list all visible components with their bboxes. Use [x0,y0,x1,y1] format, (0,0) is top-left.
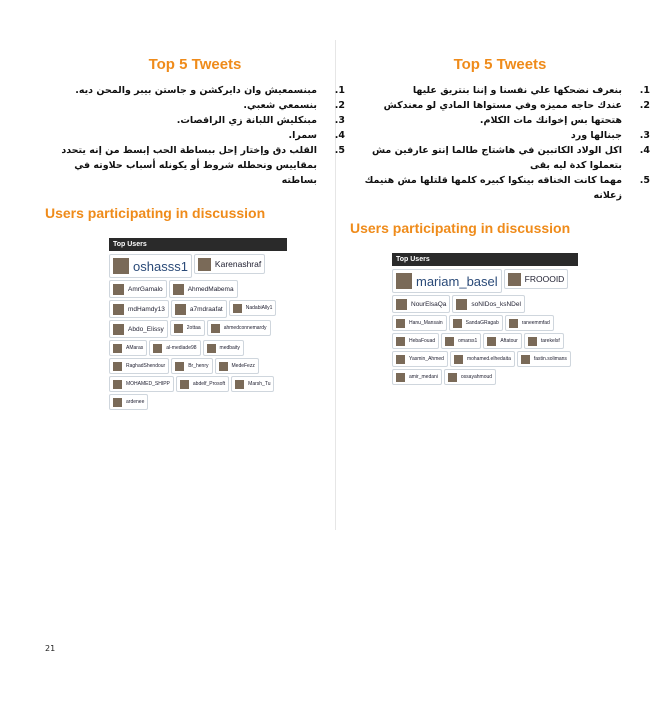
avatar [453,319,462,328]
user-chip[interactable] [450,351,515,367]
username: soNIDos_ksNDel [471,300,521,308]
avatar [113,398,122,407]
avatar [448,373,457,382]
username: medbaity [219,345,240,351]
avatar [175,304,186,315]
avatar [396,299,407,310]
username: al-mediade98 [166,345,197,351]
tweet-text: بنسمعي شعبي. [243,100,317,111]
tweet-number: .5 [639,175,650,186]
tweet-number: .1 [639,85,650,96]
avatar [175,362,184,371]
avatar [445,337,454,346]
top-tweets-heading: Top 5 Tweets [148,56,242,73]
username: amir_medani [409,374,438,380]
user-chip[interactable] [215,358,259,374]
user-chip[interactable] [169,280,238,298]
avatar [487,337,496,346]
username: 2ottaa [186,325,201,331]
avatar [113,380,122,389]
username: FROOOID [524,274,565,284]
top-tweets-heading: Top 5 Tweets [453,56,547,73]
username: mohamed.elhedaita [466,356,511,362]
tweet-item [350,173,650,203]
user-chip[interactable] [444,369,496,385]
user-chip[interactable] [109,320,168,338]
username: Aftatour [500,338,518,344]
username: Abdo_Elissy [128,325,164,333]
avatar [211,324,220,333]
user-chip[interactable] [194,254,265,274]
tweet-list [45,83,345,188]
avatar [508,273,521,286]
tweet-number: .5 [334,145,345,156]
user-chip[interactable] [109,280,167,298]
tweet-item [45,143,345,188]
username: a7mdraafat [189,305,223,313]
top-users-panel [392,253,578,388]
avatar [113,324,124,335]
username: HebaFouad [409,338,436,344]
avatar [153,344,162,353]
username: fastin.solimans [533,356,567,362]
tweet-text: مهما كانت الخناقه بينكوا كبيره كلمها قلتلها مش هنيمك زعلانه [364,175,622,201]
panel-title: Top Users [392,253,578,266]
user-chip[interactable] [505,315,554,331]
tweet-number: .4 [639,145,650,156]
tweet-number: .1 [334,85,345,96]
user-chip[interactable] [392,333,439,349]
avatar [396,355,405,364]
username: ossayahmoud [460,374,493,380]
tweet-item [350,128,650,143]
avatar [219,362,228,371]
tweet-number: .2 [334,100,345,111]
tweet-text: اكل الولاد الكاتبين في هاشتاج طالما إنتو عارفين مش بتعملوا كدة ليه بقى [371,145,622,171]
username: MedeFezz [231,363,255,369]
user-chip[interactable] [452,295,525,313]
user-chip[interactable] [392,269,502,293]
avatar [396,373,405,382]
username: NourElsaQa [411,300,447,308]
user-chip[interactable] [176,376,229,392]
user-chip[interactable] [203,340,244,356]
avatar [113,362,122,371]
username: Br_henry [188,363,209,369]
user-chip[interactable] [392,295,450,313]
username: Marsh_Tu [248,381,271,387]
tweet-text: عندك حاجه مميزه وفي مستواها المادي لو معندكش هتحتها بس إخوانك مات الكلام. [383,100,622,126]
page-number: 21 [45,644,56,653]
avatar [180,380,189,389]
user-chip[interactable] [449,315,503,331]
avatar [113,344,122,353]
tweet-text: مبنسمعيش وان دايركشن و جاستن بيبر والمحن ديه. [75,85,317,96]
avatar [528,337,537,346]
username: RaghadShendour [126,363,166,369]
user-chip[interactable] [170,320,205,336]
tweet-item [350,98,650,128]
username: MOHAMED_SHIPP [126,381,170,387]
user-chip[interactable] [109,300,169,318]
right-column [350,48,650,388]
panel-title: Top Users [109,238,287,251]
avatar [521,355,530,364]
tweet-number: .3 [334,115,345,126]
avatar [396,273,412,289]
user-chip[interactable] [109,358,169,374]
user-chip[interactable] [171,300,227,318]
user-chip[interactable] [171,358,212,374]
avatar [235,380,244,389]
user-chip[interactable] [109,394,148,410]
username: NadabiAlly1 [245,305,273,311]
tweet-item [45,83,345,98]
tweet-item [350,83,650,98]
users-heading: Users participating in discussion [350,220,571,236]
avatar [454,355,463,364]
user-chip[interactable] [483,333,522,349]
username: Yasmin_Ahmed [409,356,444,362]
left-column [45,48,345,413]
avatar [198,258,211,271]
username: tarekelsf [540,338,560,344]
username: ahmedconnemardy [223,325,267,331]
username: abdelf_Prosoft [192,381,226,387]
top-users-panel [109,238,287,413]
user-chip[interactable] [229,300,277,316]
username: mariam_basel [416,273,498,289]
tweet-number: .2 [639,100,650,111]
user-chip[interactable] [524,333,564,349]
username: Hanu_Mansain [409,320,443,326]
user-chip[interactable] [207,320,271,336]
user-cloud [109,251,287,413]
tweet-text: مبنكليش اللبانة زي الراقصات. [176,115,317,126]
avatar [509,319,518,328]
user-chip[interactable] [231,376,274,392]
avatar [233,304,242,313]
user-chip[interactable] [109,376,174,392]
user-cloud [392,266,578,388]
username: AmrGamalo [128,285,163,293]
username: SandaGRagab [465,320,499,326]
avatar [113,284,124,295]
user-chip[interactable] [517,351,571,367]
username: ardenee [126,399,145,405]
user-chip[interactable] [392,351,448,367]
tweet-list [350,83,650,203]
user-chip[interactable] [149,340,200,356]
avatar [174,324,183,333]
username: AhmedMabema [187,285,234,293]
tweet-text: سمرا. [288,130,317,141]
username: Karenashraf [214,259,262,269]
user-chip[interactable] [392,369,442,385]
avatar [207,344,216,353]
user-chip[interactable] [109,340,147,356]
avatar [396,337,405,346]
user-chip[interactable] [441,333,481,349]
tweet-text: بنعرف نضحكها علي نفسنا و إننا بنتريق عليها [412,85,622,96]
username: omarss1 [458,338,478,344]
tweet-item [45,113,345,128]
users-heading: Users participating in discussion [45,205,266,221]
username: mdHamdy13 [128,305,165,313]
avatar [396,319,405,328]
user-chip[interactable] [109,254,192,278]
username: oshasss1 [133,258,188,274]
username: AMaras [126,345,144,351]
tweet-item [350,143,650,173]
avatar [113,304,124,315]
user-chip[interactable] [392,315,447,331]
tweet-item [45,98,345,113]
avatar [113,258,129,274]
avatar [456,299,467,310]
tweet-number: .3 [639,130,650,141]
user-chip[interactable] [504,269,569,289]
tweet-text: القلب دق وإختار إحل ببساطة الحب إبسط من إنه يتحدد بمقاييس ونحطله شروط أو يكونله أسباب حلاوته في بساطته [61,145,317,186]
username: raneemmfad [521,320,550,326]
tweet-text: جبنالها ورد [570,130,622,141]
avatar [173,284,184,295]
tweet-item [45,128,345,143]
tweet-number: .4 [334,130,345,141]
